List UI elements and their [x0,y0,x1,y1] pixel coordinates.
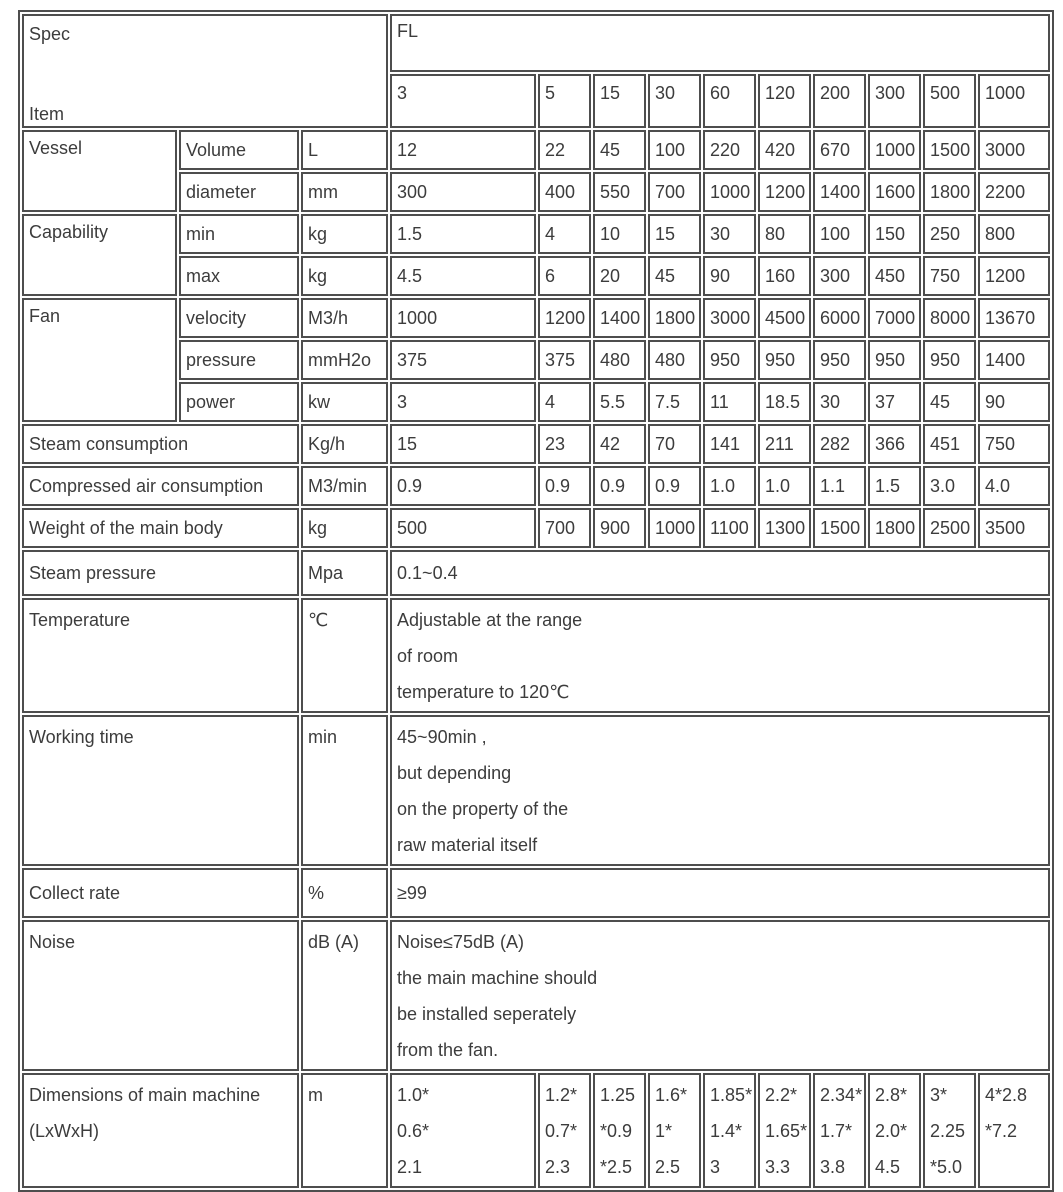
span-value-cell: 0.1~0.4 [390,550,1050,596]
value-cell: 950 [758,340,811,380]
dims-line: *0.9 [600,1121,633,1141]
dims-line: 3.3 [765,1157,791,1177]
value-cell: 550 [593,172,646,212]
row-label: Working time [29,727,134,747]
value-cell: 480 [593,340,646,380]
table-row [22,550,1050,596]
value-cell: 375 [538,340,591,380]
value-line: the main machine should [397,968,598,988]
value-cell: 70 [648,424,701,464]
value-cell: 1200 [538,298,591,338]
value-cell: 500 [390,508,536,548]
value-cell: 5.5 [593,382,646,422]
value-cell: 80 [758,214,811,254]
value-cell: 15 [390,424,536,464]
value-cell: 1200 [758,172,811,212]
dims-cell [648,1073,701,1188]
value-cell: 1000 [868,130,921,170]
value-cell: 0.9 [593,466,646,506]
value-cell: 22 [538,130,591,170]
value-cell: 1000 [703,172,756,212]
dims-line: 0.7* [545,1121,578,1141]
sub-label-cell: pressure [179,340,299,380]
unit-label: min [308,727,338,747]
dims-line: 1.2* [545,1085,578,1105]
group-cell: Vessel [22,130,177,212]
sub-label-cell: diameter [179,172,299,212]
dims-line: 4.5 [875,1157,901,1177]
dims-line: 1.65* [765,1121,808,1141]
value-cell: 30 [703,214,756,254]
unit-cell: kg [301,256,388,296]
value-cell: 6000 [813,298,866,338]
value-cell: 8000 [923,298,976,338]
row-label-cell: Steam pressure [22,550,299,596]
value-cell: 3 [390,382,536,422]
value-cell: 4 [538,382,591,422]
value-line: of room [397,646,459,666]
model-header-cell: 60 [703,74,756,128]
value-cell: 451 [923,424,976,464]
table-row [22,920,1050,1071]
model-header-cell: 5 [538,74,591,128]
dims-line: 1.85* [710,1085,753,1105]
row-label-cell [22,1073,299,1188]
value-cell: 480 [648,340,701,380]
value-cell: 1800 [648,298,701,338]
sub-label-cell: velocity [179,298,299,338]
dims-cell [868,1073,921,1188]
unit-label: ℃ [308,610,329,630]
value-cell: 750 [978,424,1050,464]
dims-line: *7.2 [985,1121,1018,1141]
value-line: Noise≤75dB (A) [397,932,524,952]
table-row [22,214,1050,254]
value-cell: 950 [813,340,866,380]
table-row [22,424,1050,464]
value-cell: 1000 [648,508,701,548]
value-line: raw material itself [397,835,538,855]
unit-cell: Mpa [301,550,388,596]
value-cell: 15 [648,214,701,254]
value-cell: 160 [758,256,811,296]
value-cell: 12 [390,130,536,170]
value-cell: 7.5 [648,382,701,422]
unit-label: dB (A) [308,932,360,952]
value-cell: 3000 [703,298,756,338]
model-header-cell: 300 [868,74,921,128]
value-cell: 2500 [923,508,976,548]
value-line: on the property of the [397,799,569,819]
table-row [22,466,1050,506]
model-header-cell: 30 [648,74,701,128]
value-cell: 1400 [593,298,646,338]
sub-label-cell: Volume [179,130,299,170]
row-label-cell: Weight of the main body [22,508,299,548]
value-cell: 1800 [923,172,976,212]
dims-line: 2.25 [930,1121,966,1141]
value-cell: 1.0 [703,466,756,506]
value-cell: 450 [868,256,921,296]
unit-cell: mm [301,172,388,212]
value-cell: 4 [538,214,591,254]
dims-cell [593,1073,646,1188]
header-row-series [22,14,1050,72]
unit-cell [301,715,388,866]
value-cell: 300 [390,172,536,212]
value-cell: 4500 [758,298,811,338]
value-line: from the fan. [397,1040,499,1060]
unit-cell: kw [301,382,388,422]
row-label-cell: Compressed air consumption [22,466,299,506]
dims-cell [703,1073,756,1188]
value-cell: 11 [703,382,756,422]
dims-line: 0.6* [397,1121,430,1141]
row-label: (LxWxH) [29,1121,99,1141]
dims-line: 1.25 [600,1085,636,1105]
value-cell: 950 [703,340,756,380]
unit-cell: M3/h [301,298,388,338]
value-cell: 150 [868,214,921,254]
value-cell: 30 [813,382,866,422]
dims-line: 2.34* [820,1085,863,1105]
value-cell: 3500 [978,508,1050,548]
value-cell: 100 [813,214,866,254]
sub-label-cell: max [179,256,299,296]
dims-line: 1.0* [397,1085,430,1105]
model-header-cell: 3 [390,74,536,128]
dims-line: *5.0 [930,1157,963,1177]
spec-label: Spec [29,24,71,44]
dims-line: 2.2* [765,1085,798,1105]
value-cell: 2200 [978,172,1050,212]
value-cell: 45 [648,256,701,296]
dims-cell [538,1073,591,1188]
value-cell: 10 [593,214,646,254]
dims-line: 2.0* [875,1121,908,1141]
value-cell: 37 [868,382,921,422]
value-cell: 45 [593,130,646,170]
dims-line: 1.6* [655,1085,688,1105]
span-value-cell: ≥99 [390,868,1050,918]
dims-line: 2.8* [875,1085,908,1105]
value-cell: 300 [813,256,866,296]
value-cell: 0.9 [538,466,591,506]
value-cell: 1000 [390,298,536,338]
spec-item-cell [22,14,388,128]
dims-line: 1.7* [820,1121,853,1141]
spec-item-box [29,20,384,125]
value-cell: 1800 [868,508,921,548]
value-cell: 700 [538,508,591,548]
value-cell: 20 [593,256,646,296]
value-line: 45~90min , [397,727,487,747]
value-cell: 700 [648,172,701,212]
unit-cell: % [301,868,388,918]
row-label: Temperature [29,610,131,630]
value-cell: 23 [538,424,591,464]
span-value-cell [390,715,1050,866]
value-cell: 670 [813,130,866,170]
value-cell: 0.9 [390,466,536,506]
value-cell: 1.5 [390,214,536,254]
dims-line: 2.5 [655,1157,681,1177]
dims-line: *2.5 [600,1157,633,1177]
value-cell: 800 [978,214,1050,254]
row-label-cell: Collect rate [22,868,299,918]
value-cell: 1500 [813,508,866,548]
model-header-cell: 200 [813,74,866,128]
row-label: Noise [29,932,76,952]
value-cell: 1.0 [758,466,811,506]
value-cell: 1.5 [868,466,921,506]
row-label-cell [22,598,299,713]
value-cell: 950 [923,340,976,380]
value-cell: 4.0 [978,466,1050,506]
table-row [22,1073,1050,1188]
value-cell: 3.0 [923,466,976,506]
group-cell: Fan [22,298,177,422]
value-cell: 250 [923,214,976,254]
value-cell: 141 [703,424,756,464]
value-cell: 100 [648,130,701,170]
row-label-cell [22,920,299,1071]
value-line: be installed seperately [397,1004,577,1024]
unit-cell: Kg/h [301,424,388,464]
dims-line: 2.3 [545,1157,571,1177]
table-row [22,298,1050,338]
row-label-cell [22,715,299,866]
table-row [22,715,1050,866]
value-cell: 13670 [978,298,1050,338]
value-cell: 4.5 [390,256,536,296]
value-line: Adjustable at the range [397,610,583,630]
table-row [22,868,1050,918]
model-header-cell: 15 [593,74,646,128]
model-header-cell: 1000 [978,74,1050,128]
dims-line: 3 [710,1157,721,1177]
value-line: but depending [397,763,512,783]
unit-cell [301,598,388,713]
row-label-cell: Steam consumption [22,424,299,464]
sub-label-cell: power [179,382,299,422]
spec-table [18,10,1054,1192]
value-cell: 7000 [868,298,921,338]
sub-label-cell: min [179,214,299,254]
span-value-cell [390,598,1050,713]
value-cell: 900 [593,508,646,548]
dims-cell [813,1073,866,1188]
dims-line: 2.1 [397,1157,423,1177]
value-cell: 400 [538,172,591,212]
series-cell: FL [390,14,1050,72]
unit-cell: mmH2o [301,340,388,380]
unit-cell [301,920,388,1071]
value-cell: 1100 [703,508,756,548]
value-cell: 90 [978,382,1050,422]
value-cell: 1200 [978,256,1050,296]
value-cell: 0.9 [648,466,701,506]
value-cell: 220 [703,130,756,170]
value-cell: 6 [538,256,591,296]
value-cell: 18.5 [758,382,811,422]
item-label: Item [29,104,65,124]
dims-cell [923,1073,976,1188]
value-cell: 1400 [978,340,1050,380]
unit-label: m [308,1085,323,1105]
value-cell: 375 [390,340,536,380]
dims-line: 4*2.8 [985,1085,1028,1105]
model-header-cell: 120 [758,74,811,128]
value-cell: 42 [593,424,646,464]
unit-cell: M3/min [301,466,388,506]
dims-line: 1* [655,1121,673,1141]
unit-cell [301,1073,388,1188]
value-line: temperature to 120℃ [397,682,570,702]
unit-cell: kg [301,214,388,254]
table-row [22,508,1050,548]
value-cell: 45 [923,382,976,422]
value-cell: 366 [868,424,921,464]
unit-cell: kg [301,508,388,548]
value-cell: 211 [758,424,811,464]
dims-cell [758,1073,811,1188]
table-row [22,130,1050,170]
dims-line: 3.8 [820,1157,846,1177]
value-cell: 420 [758,130,811,170]
table-row [22,598,1050,713]
row-label: Dimensions of main machine [29,1085,261,1105]
dims-cell [390,1073,536,1188]
value-cell: 1600 [868,172,921,212]
dims-line: 3* [930,1085,948,1105]
value-cell: 1300 [758,508,811,548]
model-header-cell: 500 [923,74,976,128]
dims-cell [978,1073,1050,1188]
unit-cell: L [301,130,388,170]
value-cell: 1500 [923,130,976,170]
value-cell: 1400 [813,172,866,212]
value-cell: 1.1 [813,466,866,506]
value-cell: 3000 [978,130,1050,170]
value-cell: 90 [703,256,756,296]
dims-line: 1.4* [710,1121,743,1141]
value-cell: 950 [868,340,921,380]
span-value-cell [390,920,1050,1071]
group-cell: Capability [22,214,177,296]
value-cell: 282 [813,424,866,464]
value-cell: 750 [923,256,976,296]
